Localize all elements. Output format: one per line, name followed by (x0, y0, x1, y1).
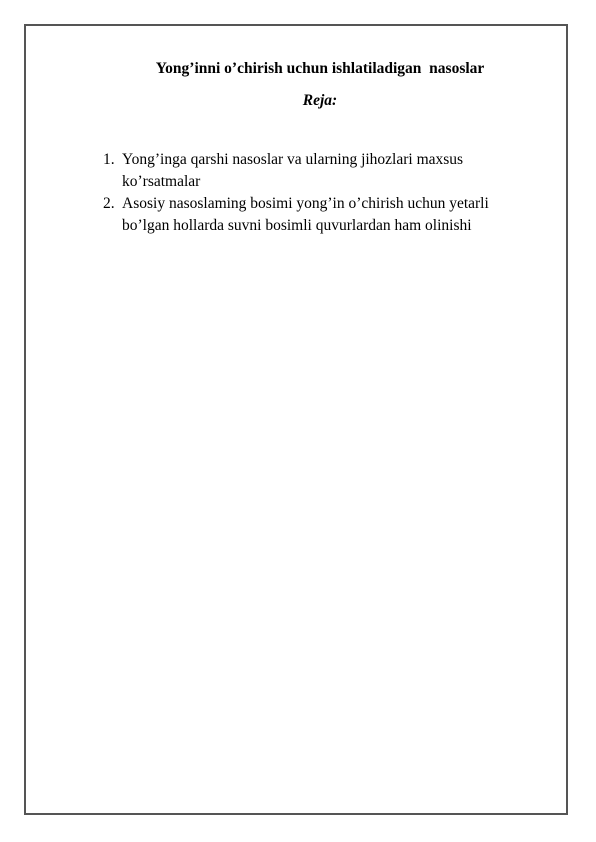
plan-list (103, 149, 563, 237)
plan-item-1 (103, 149, 563, 193)
plan-item-text-line: Yong’inga qarshi nasoslar va ularning jihozlari maxsus (122, 151, 464, 168)
plan-heading: Reja: (302, 92, 338, 109)
plan-item-2 (103, 193, 563, 237)
plan-item-text-line: ko’rsatmalar (122, 173, 201, 190)
plan-item-text-line: Asosiy nasoslaming bosimi yong’in o’chirish uchun yetarli (122, 195, 489, 212)
page-border (24, 24, 568, 815)
plan-item-number: 2. (103, 195, 115, 212)
plan-item-number: 1. (103, 151, 115, 168)
document-title: Yong’inni o’chirish uchun ishlatiladigan nasoslar (155, 60, 485, 77)
plan-item-text-line: bo’lgan hollarda suvni bosimli quvurlardan ham olinishi (122, 217, 472, 234)
